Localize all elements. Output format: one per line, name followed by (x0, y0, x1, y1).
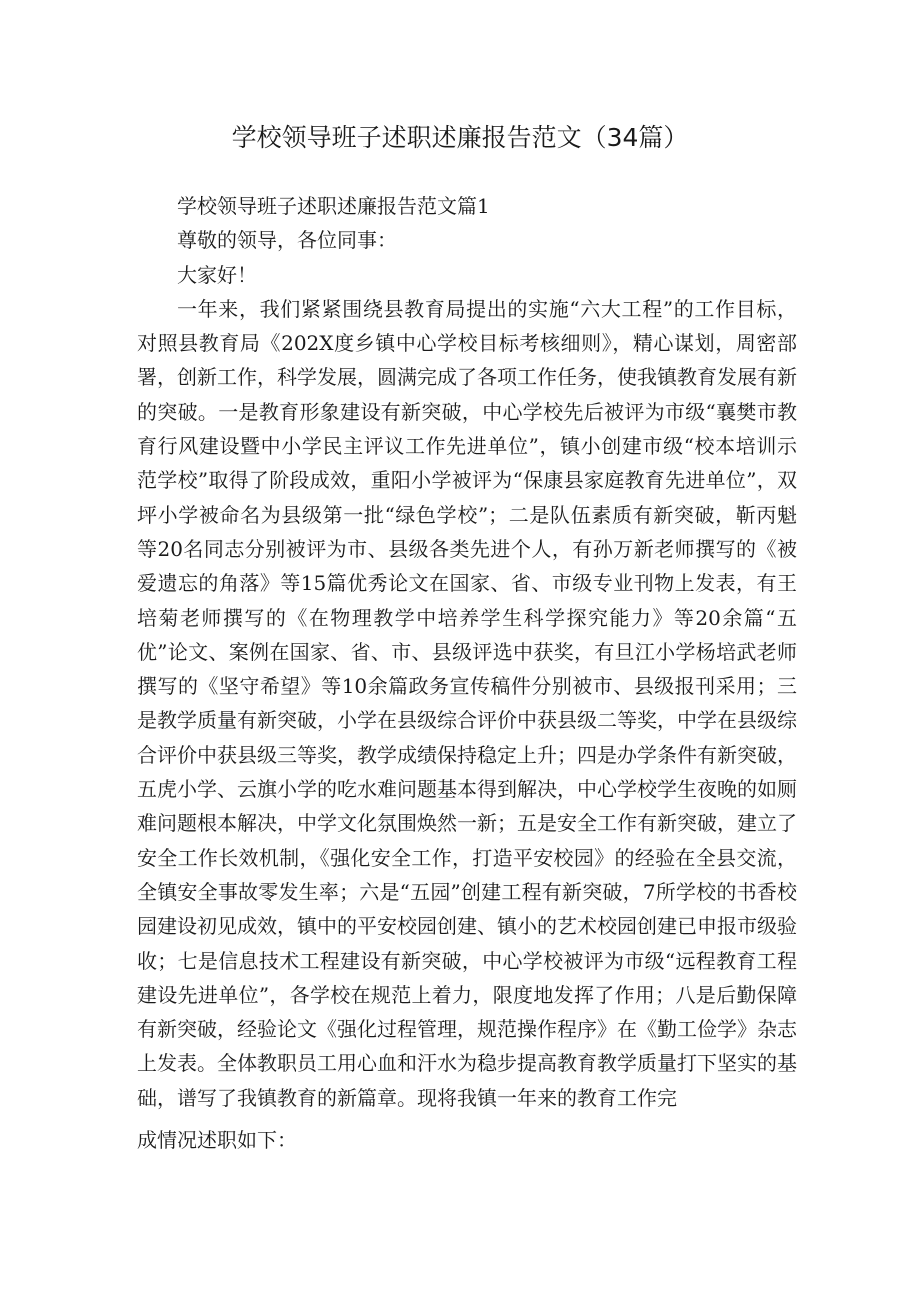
salutation: 尊敬的领导，各位同事： (177, 228, 397, 253)
continuation-line: 成情况述职如下： (137, 1128, 297, 1152)
greeting: 大家好！ (177, 262, 257, 287)
document-title: 学校领导班子述职述廉报告范文（34篇） (231, 123, 689, 152)
section-heading: 学校领导班子述职述廉报告范文篇1 (177, 194, 490, 218)
document-body (137, 189, 797, 1115)
body-paragraph: 一年来，我们紧紧围绕县教育局提出的实施“六大工程”的工作目标，对照县教育局《202X度乡镇中心学校目标考核细则》，精心谋划，周密部署，创新工作，科学发展，圆满完成了各项工作任务，使我镇教育发展有新的突破。一是教育形象建设有新突破，中心学校先后被评为市级“襄樊市教育行风建设暨中小学民主评议工作先进单位”，镇小创建市级“校本培训示范学校”取得了阶段成效，重阳小学被评为“保康县家庭教育先进单位”，双坪小学被命名为县级第一批“绿色学校”；二是队伍素质有新突破，靳丙魁等20名同志分别被评为市、县级各类先进个人，有孙万新老师撰写的《被爱遗忘的角落》等15篇优秀论文在国家、省、市级专业刊物上发表，有王培菊老师撰写的《在物理教学中培养学生科学探究能力》等20余篇“五优”论文、案例在国家、省、市、县级评选中获奖，有旦江小学杨培武老师撰写的《坚守希望》等10余篇政务宣传稿件分别被市、县级报刊采用；三是教学质量有新突破，小学在县级综合评价中获县级二等奖，中学在县级综合评价中获县级三等奖，教学成绩保持稳定上升；四是办学条件有新突破，五虎小学、云旗小学的吃水难问题基本得到解决，中心学校学生夜晚的如厕难问题根本解决，中学文化氛围焕然一新；五是安全工作有新突破，建立了安全工作长效机制，《强化安全工作，打造平安校园》的经验在全县交流，全镇安全事故零发生率；六是“五园”创建工程有新突破，7所学校的书香校园建设初见成效，镇中的平安校园创建、镇小的艺术校园创建已申报市级验收；七是信息技术工程建设有新突破，中心学校被评为市级“远程教育工程建设先进单位”，各学校在规范上着力，限度地发挥了作用；八是后勤保障有新突破，经验论文《强化过程管理，规范操作程序》在《勤工俭学》杂志上发表。全体教职员工用心血和汗水为稳步提高教育教学质量打下坚实的基础，谱写了我镇教育的新篇章。现将我镇一年来的教育工作完 (137, 296, 797, 1110)
